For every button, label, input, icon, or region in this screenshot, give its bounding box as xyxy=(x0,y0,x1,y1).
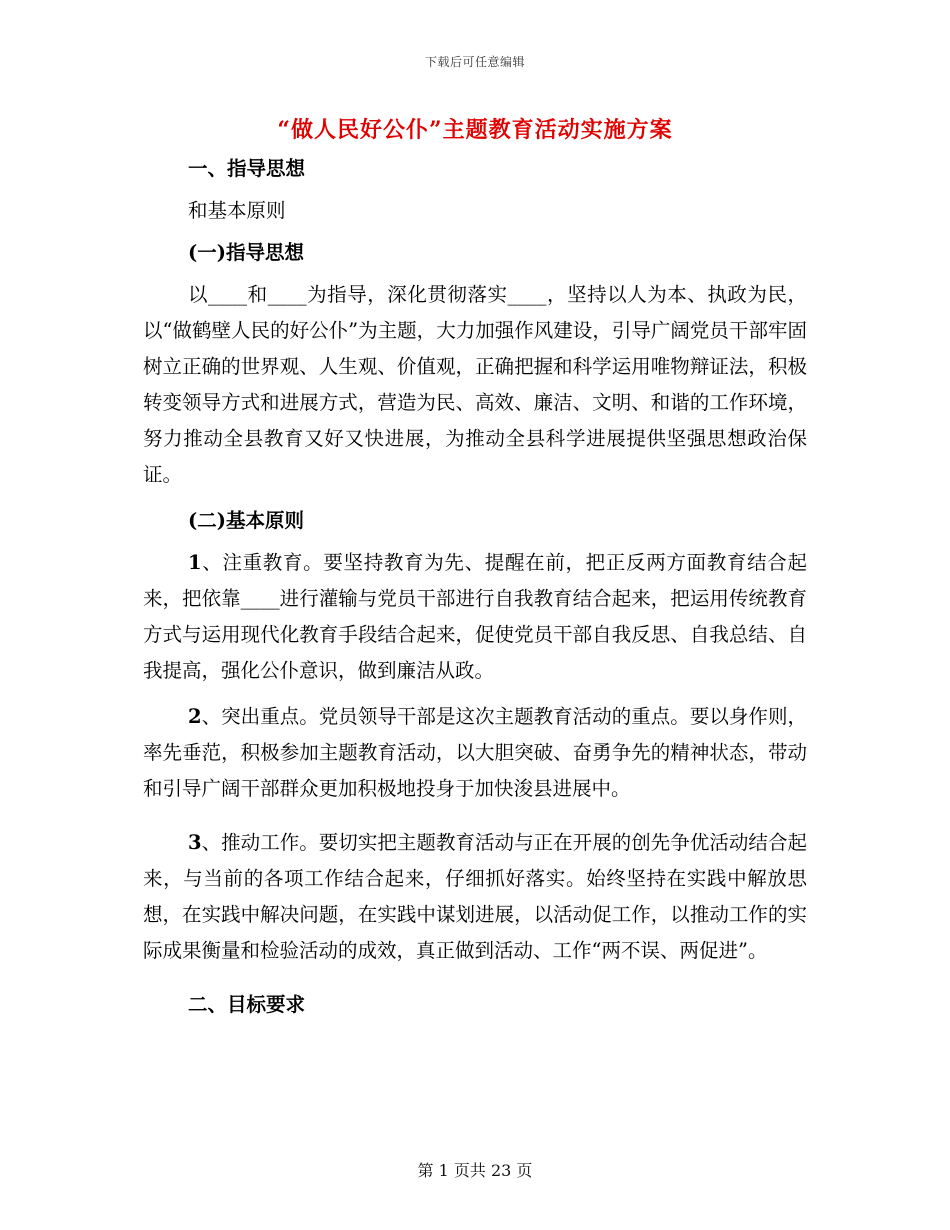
header-note: 下载后可任意编辑 xyxy=(424,55,525,69)
subsection-heading-guiding-thought: (一)指导思想 xyxy=(188,241,304,264)
section-heading-goals: 二、目标要求 xyxy=(188,993,306,1016)
paragraph-principle-2 xyxy=(143,699,807,807)
page-number: 第 1 页共 23 页 xyxy=(417,1161,533,1180)
principle-text: 、突出重点。党员领导干部是这次主题教育活动的重点。要以身作则，率先垂范，积极参加主题教育活动，以大胆突破、奋勇争先的精神状态，带动和引导广阔干部群众更加积极地投身于加快浚县进展中。 xyxy=(143,705,807,800)
section-heading-guiding-thought: 一、指导思想 xyxy=(188,157,306,180)
principle-number: 3 xyxy=(188,831,202,854)
paragraph-guiding-thought: 以____和____为指导，深化贯彻落实____，坚持以人为本、执政为民，以“做鹤壁人民的好公仆”为主题，大力加强作风建设，引导广阔党员干部牢固树立正确的世界观、人生观、价值观，正确把握和科学运用唯物辩证法，积极转变领导方式和进展方式，营造为民、高效、廉洁、文明、和谐的工作环境，努力推动全县教育又好又快进展，为推动全县科学进展提供坚强思想政治保证。 xyxy=(143,283,807,486)
principle-number: 2 xyxy=(188,705,202,728)
principle-text: 、注重教育。要坚持教育为先、提醒在前，把正反两方面教育结合起来，把依靠____进行灌输与党员干部进行自我教育结合起来，把运用传统教育方式与运用现代化教育手段结合起来，促使党员干部自我反思、自我总结、自我提高，强化公仆意识，做到廉洁从政。 xyxy=(143,551,807,682)
section-subline: 和基本原则 xyxy=(188,199,286,222)
subsection-heading-principles: (二)基本原则 xyxy=(188,509,304,532)
paragraph-principle-1 xyxy=(143,545,807,689)
paragraph-principle-3 xyxy=(143,825,807,969)
document-body xyxy=(143,151,807,1023)
principle-text: 、推动工作。要切实把主题教育活动与正在开展的创先争优活动结合起来，与当前的各项工作结合起来，仔细抓好落实。始终坚持在实践中解放思想，在实践中解决问题，在实践中谋划进展，以活动促工作，以推动工作的实际成果衡量和检验活动的成效，真正做到活动、工作“两不误、两促进”。 xyxy=(143,831,807,962)
document-title: “做人民好公仆”主题教育活动实施方案 xyxy=(277,117,673,143)
principle-number: 1 xyxy=(188,551,202,574)
